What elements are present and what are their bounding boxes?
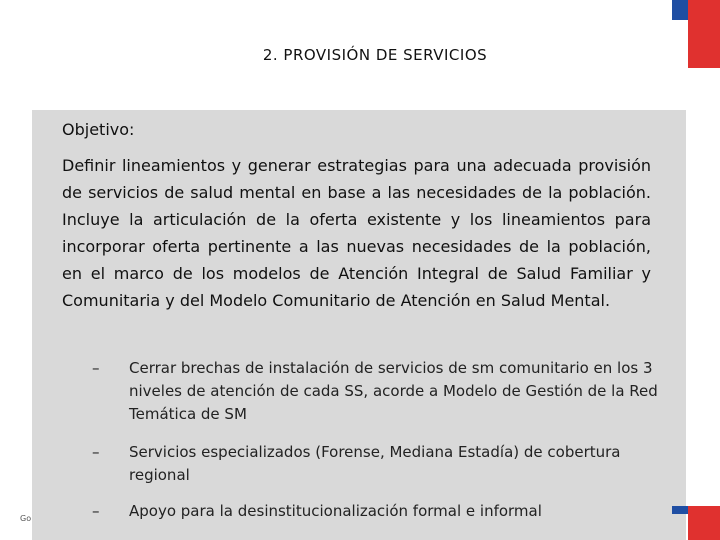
- objective-label: Objetivo:: [62, 120, 135, 139]
- flag-red-block: [688, 506, 720, 540]
- bullet-item: [92, 500, 672, 526]
- flag-blue-block: [672, 0, 688, 20]
- bullet-item: [92, 357, 672, 429]
- bullet-item: [92, 441, 672, 489]
- bullet-dash: –: [92, 443, 100, 461]
- bullet-text: Apoyo para la desinstitucionalización formal e informal: [129, 502, 542, 520]
- slide-title-container: [0, 46, 720, 64]
- flag-stripe-bottom: [672, 506, 720, 540]
- bullet-text: Servicios especializados (Forense, Mediana Estadía) de cobertura regional: [129, 443, 621, 484]
- footer-text: Go: [20, 514, 32, 523]
- slide-title: 2. PROVISIÓN DE SERVICIOS: [262, 46, 488, 64]
- bullet-dash: –: [92, 502, 100, 520]
- flag-blue-block: [672, 506, 688, 514]
- objective-text: Definir lineamientos y generar estrategias para una adecuada provisión de servicios de salud mental en base a las necesidades de la población. Incluye la articulación de la oferta existente y los lineamientos para incorporar oferta pertinente a las nuevas necesidades de la población, en el marco de los modelos de Atención Integral de Salud Familiar y Comunitaria y del Modelo Comunitario de Atención en Salud Mental.: [62, 156, 651, 310]
- bullet-text: Cerrar brechas de instalación de servicios de sm comunitario en los 3 niveles de atención de cada SS, acorde a Modelo de Gestión de la Red Temática de SM: [129, 359, 658, 423]
- bullet-dash: –: [92, 359, 100, 377]
